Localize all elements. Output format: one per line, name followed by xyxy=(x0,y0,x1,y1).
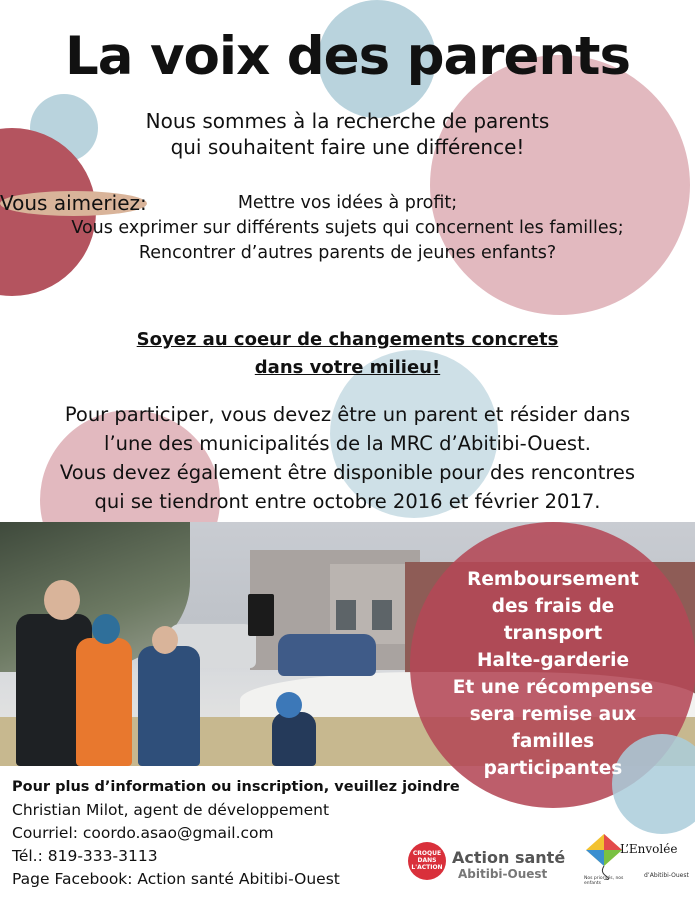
contact-email[interactable]: Courriel: coordo.asao@gmail.com xyxy=(12,824,274,842)
reward-line: des frais de xyxy=(491,596,615,617)
callout-line: Soyez au coeur de changements concrets xyxy=(136,329,559,350)
reward-line: Et une récompense xyxy=(452,677,654,698)
ask-list xyxy=(0,191,695,266)
participation-line: Pour participer, vous devez être un parent et résider dans xyxy=(64,403,631,426)
photo-toddler xyxy=(272,712,316,766)
reward-text xyxy=(428,566,678,782)
participation-line: qui se tiendront entre octobre 2016 et février 2017. xyxy=(94,490,601,513)
contact-phone[interactable]: Tél.: 819-333-3113 xyxy=(12,847,158,865)
participation-text xyxy=(0,400,695,516)
logo-name: Action santé xyxy=(452,848,566,867)
contact-heading: Pour plus d’information ou inscription, veuillez joindre xyxy=(12,779,460,795)
ask-heading: Vous aimeriez: xyxy=(0,191,147,215)
participation-line: l’une des municipalités de la MRC d’Abitibi-Ouest. xyxy=(104,432,591,455)
photo-child-head xyxy=(152,626,178,654)
reward-line: Remboursement xyxy=(467,569,639,590)
logo-name: L’Envolée xyxy=(620,842,678,856)
photo-child-blue xyxy=(138,646,200,766)
kite-icon xyxy=(582,832,626,880)
ask-item: Mettre vos idées à profit; xyxy=(237,193,458,213)
logo-subname: d’Abitibi-Ouest xyxy=(644,872,689,879)
contact-name: Christian Milot, agent de développement xyxy=(12,801,330,819)
intro-line: Nous sommes à la recherche de parents xyxy=(145,109,550,133)
reward-line: familles xyxy=(511,731,595,752)
ask-item: Rencontrer d’autres parents de jeunes enfants? xyxy=(138,243,557,263)
intro-line: qui souhaitent faire une différence! xyxy=(170,135,525,159)
callout-text xyxy=(0,326,695,382)
reward-line: participantes xyxy=(483,758,623,779)
decor-circle-pink-right xyxy=(430,55,690,315)
reward-line: Halte-garderie xyxy=(476,650,630,671)
photo-child-head xyxy=(92,614,120,644)
contact-facebook[interactable]: Page Facebook: Action santé Abitibi-Ouest xyxy=(12,870,340,888)
photo-window xyxy=(336,600,356,630)
participation-line: Vous devez également être disponible pour des rencontres xyxy=(59,461,636,484)
photo-car-blue xyxy=(278,634,376,676)
logo-subname: Abitibi-Ouest xyxy=(458,867,548,881)
logo-tagline: Nos priorités, nos enfants xyxy=(584,876,624,886)
callout-line: dans votre milieu! xyxy=(254,357,441,378)
badge-text: CROQUE DANS L'ACTION xyxy=(411,850,443,871)
photo-window xyxy=(372,600,392,630)
photo-child-orange xyxy=(76,638,132,766)
page-title: La voix des parents xyxy=(64,26,631,87)
ask-item: Vous exprimer sur différents sujets qui concernent les familles; xyxy=(71,218,624,238)
envolee-logo xyxy=(582,832,692,896)
photo-toddler-head xyxy=(276,692,302,718)
photo-adult-head xyxy=(44,580,80,620)
reward-line: transport xyxy=(503,623,603,644)
action-sante-logo xyxy=(408,840,573,886)
reward-line: sera remise aux xyxy=(469,704,637,725)
intro-text xyxy=(0,108,695,160)
photo-speaker xyxy=(248,594,274,636)
